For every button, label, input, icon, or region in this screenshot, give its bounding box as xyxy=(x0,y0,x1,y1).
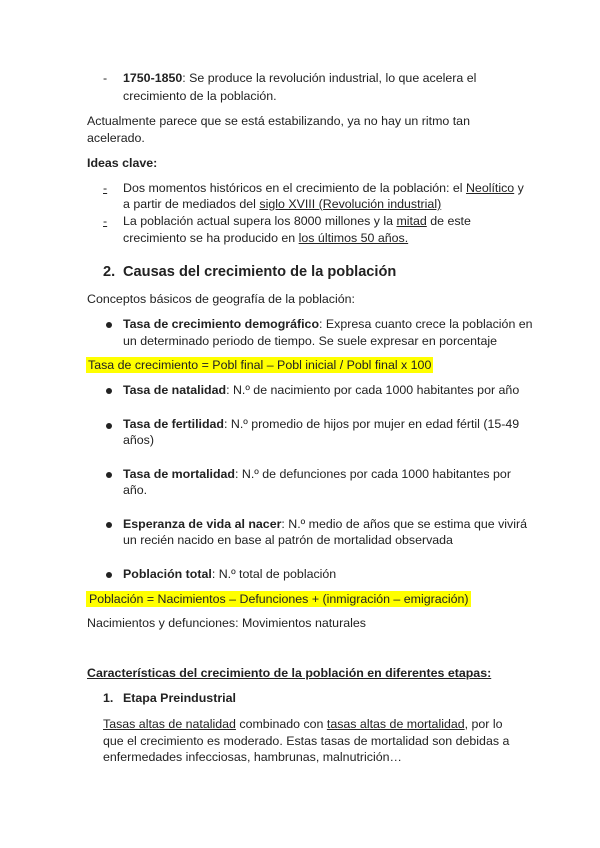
bullet-text-line2: años) xyxy=(123,433,154,447)
caracteristicas-heading: Características del crecimiento de la población en diferentes etapas: xyxy=(87,666,492,680)
etapa-line3: enfermedades infecciosas, hambrunas, malnutrición… xyxy=(103,750,402,764)
sub-title: Etapa Preindustrial xyxy=(123,691,236,705)
link-tasas-natalidad[interactable]: Tasas altas de natalidad xyxy=(103,717,236,731)
ideas-heading: Ideas clave: xyxy=(87,156,158,170)
idea-text: y xyxy=(514,181,524,195)
bullet-dot xyxy=(106,522,112,528)
bullet-dot xyxy=(106,322,112,328)
idea-text: a partir de mediados del xyxy=(123,197,260,211)
bullet-text-line2: un recién nacido en base al patrón de mortalidad observada xyxy=(123,533,453,547)
idea-text: crecimiento se ha producido en xyxy=(123,231,299,245)
section-intro: Conceptos básicos de geografía de la población: xyxy=(87,292,355,306)
bullet-text: : Expresa cuanto crece la población en xyxy=(319,317,533,331)
link-tasas-mortalidad[interactable]: tasas altas de mortalidad xyxy=(326,717,465,731)
bullet-text: : N.º medio de años que se estima que vivirá xyxy=(281,517,527,531)
idea-text: de este xyxy=(426,214,471,228)
list-marker: - xyxy=(103,181,108,195)
bullet-term: Población total xyxy=(123,567,212,581)
idea-item-1-line2 xyxy=(123,196,441,212)
section-number: 2. xyxy=(103,264,116,280)
bullet-dot xyxy=(106,572,112,578)
sub-number: 1. xyxy=(103,691,114,705)
list-item-text-line2: crecimiento de la población. xyxy=(123,89,277,103)
idea-text: Dos momentos históricos en el crecimiento de la población: el xyxy=(123,181,466,195)
etapa-line1 xyxy=(103,716,503,732)
movimientos-naturales: Nacimientos y defunciones: Movimientos naturales xyxy=(87,616,366,630)
formula-poblacion: Población = Nacimientos – Defunciones + (inmigración – emigración) xyxy=(86,591,471,607)
bullet-term: Esperanza de vida al nacer xyxy=(123,517,282,531)
list-item-1750 xyxy=(123,70,476,86)
list-marker: - xyxy=(103,214,108,228)
bullet-text: : N.º total de población xyxy=(211,567,337,581)
bullet-text: : N.º de nacimiento por cada 1000 habitantes por año xyxy=(226,383,520,397)
bullet-tasa-crecimiento xyxy=(123,316,533,332)
bullet-dot xyxy=(106,388,112,394)
bullet-text-line2: un determinado periodo de tiempo. Se suele expresar en porcentaje xyxy=(123,334,498,348)
bullet-term: Tasa de crecimiento demográfico xyxy=(123,317,320,331)
list-item-text: : Se produce la revolución industrial, lo que acelera el xyxy=(182,71,477,85)
bullet-term: Tasa de mortalidad xyxy=(123,467,236,481)
formula-tasa-crecimiento: Tasa de crecimiento = Pobl final – Pobl inicial / Pobl final x 100 xyxy=(88,358,432,372)
etapa-text: , por lo xyxy=(464,717,503,731)
bullet-natalidad xyxy=(123,382,519,398)
bullet-text: : N.º promedio de hijos por mujer en edad fértil (15-49 xyxy=(224,417,520,431)
bullet-dot xyxy=(106,472,112,478)
paragraph-line: Actualmente parece que se está estabilizando, ya no hay un ritmo tan xyxy=(87,114,470,128)
link-siglo-xviii[interactable]: siglo XVIII (Revolución industrial) xyxy=(259,197,442,211)
paragraph-line: acelerado. xyxy=(87,131,145,145)
bullet-dot xyxy=(106,423,112,429)
bullet-text: : N.º de defunciones por cada 1000 habitantes por xyxy=(235,467,511,481)
idea-item-2-line2 xyxy=(123,230,408,246)
bullet-fertilidad xyxy=(123,416,519,432)
idea-text: La población actual supera los 8000 millones y la xyxy=(123,214,397,228)
bullet-term: Tasa de natalidad xyxy=(123,383,227,397)
bullet-term: Tasa de fertilidad xyxy=(123,417,224,431)
list-marker: - xyxy=(103,71,108,85)
link-ultimos-50[interactable]: los últimos 50 años. xyxy=(298,231,409,245)
bullet-poblacion-total xyxy=(123,566,336,582)
link-mitad[interactable]: mitad xyxy=(396,214,427,228)
idea-item-2 xyxy=(123,213,471,229)
date-range: 1750-1850 xyxy=(123,71,183,85)
bullet-mortalidad xyxy=(123,466,511,482)
etapa-line2: que el crecimiento es moderado. Estas tasas de mortalidad son debidas a xyxy=(103,734,510,748)
bullet-text-line2: año. xyxy=(123,483,148,497)
idea-item-1 xyxy=(123,180,524,196)
etapa-text: combinado con xyxy=(235,717,327,731)
bullet-esperanza xyxy=(123,516,527,532)
section-title: Causas del crecimiento de la población xyxy=(123,264,397,280)
link-neolitico[interactable]: Neolítico xyxy=(465,181,515,195)
